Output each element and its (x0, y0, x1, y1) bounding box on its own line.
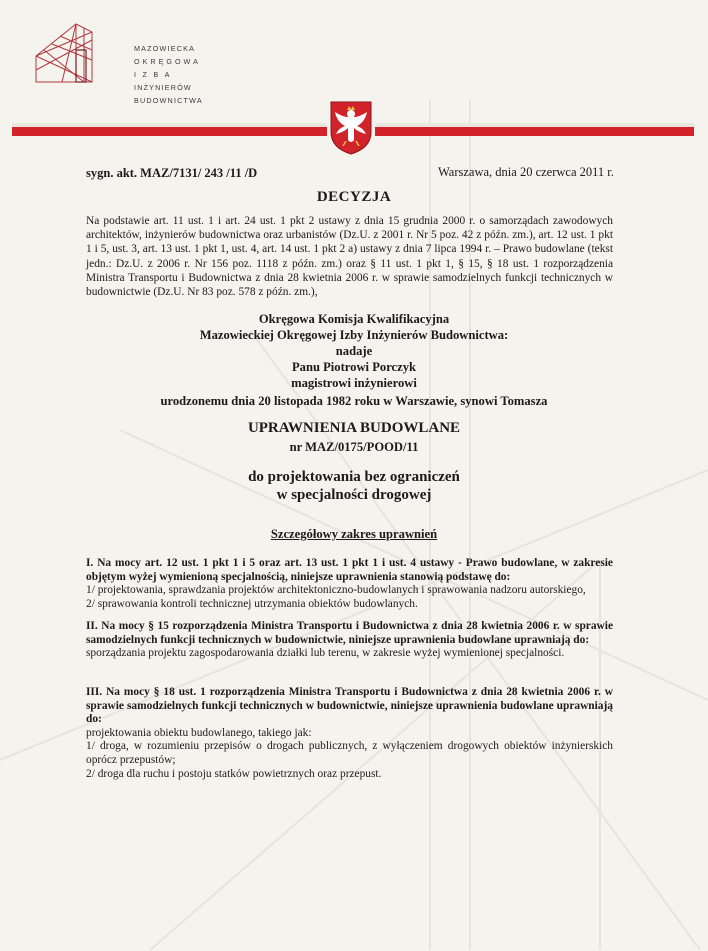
chamber-line: INŻYNIERÓW (134, 83, 192, 92)
chamber-logo-icon (32, 20, 96, 86)
recipient-degree: magistrowi inżynierowi (291, 376, 417, 390)
license-number: nr MAZ/0175/POOD/11 (289, 440, 419, 454)
commission-chamber: Mazowieckiej Okręgowej Izby Inżynierów Budownictwa: (199, 328, 509, 342)
section-3-item-1: 1/ droga, w rozumieniu przepisów o drogach publicznych, z wyłączeniem drogowych obiektów inżynierskich oprócz przepustów; (86, 740, 613, 766)
chamber-name (134, 42, 204, 107)
detail-heading: Szczegółowy zakres uprawnień (270, 527, 438, 541)
grants-verb: nadaje (335, 344, 373, 358)
chamber-line: BUDOWNICTWA (134, 96, 203, 105)
chamber-logo (32, 20, 203, 105)
section-2-text: sporządzania projektu zagospodarowania działki lub terenu, w zakresie wyżej wymienionej specjalności. (86, 647, 565, 660)
scope-line-2: w specjalności drogowej (276, 487, 432, 503)
section-3 (86, 686, 613, 781)
chamber-line: IZBA (134, 70, 176, 79)
section-1-item-2: 2/ sprawowania kontroli technicznej utrzymania obiektów budowlanych. (86, 597, 418, 610)
recipient-birth-info: urodzonemu dnia 20 listopada 1982 roku w Warszawie, synowi Tomasza (160, 394, 548, 408)
decision-title: DECYZJA (316, 189, 392, 205)
section-1-heading: I. Na mocy art. 12 ust. 1 pkt 1 i 5 oraz art. 13 ust. 1 pkt 1 i ust. 4 ustawy - Prawo budowlane, w zakresie objętym wyżej wymienioną specjalnością, niniejsze uprawnienia stanowią podstawę do: (86, 557, 613, 583)
section-2 (86, 620, 613, 661)
case-reference: sygn. akt. MAZ/7131/ 243 /11 /D (86, 166, 258, 180)
eagle-emblem-icon (327, 98, 375, 156)
legal-basis-paragraph: Na podstawie art. 11 ust. 1 i art. 24 ust. 1 pkt 2 ustawy z dnia 15 grudnia 2000 r. o samorządach zawodowych architektów, inżynierów budownictwa oraz urbanistów (Dz.U. z 2001 r. Nr 5 poz. 42 z późn. zm.), art. 12 ust. 1 pkt 1 i 5, ust. 3, art. 13 ust. 1 pkt 1, ust. 4, art. 14 ust. 1 pkt 2 a) ustawy z dnia 7 lipca 1994 r. – Prawo budowlane (tekst jedn.: Dz.U. z 2006 r. Nr 156 poz. 1118 z późn. zm.) oraz § 11 ust. 1 pkt 1, § 15, § 18 ust. 1 rozporządzenia Ministra Transportu i Budownictwa z dnia 28 kwietnia 2006 r. w sprawie samodzielnych funkcji technicznych w budownictwie (Dz.U. Nr 83 poz. 578 z późn. zm.), (86, 215, 613, 299)
section-3-heading: III. Na mocy § 18 ust. 1 rozporządzenia Ministra Transportu i Budownictwa z dnia 28 kwietnia 2006 r. w sprawie samodzielnych funkcji technicznych w budownictwie, niniejsze uprawnienia budowlane uprawniają do: (86, 686, 613, 726)
section-3-item-2: 2/ droga dla ruchu i postoju statków powietrznych oraz przepust. (86, 767, 382, 780)
commission-name: Okręgowa Komisja Kwalifikacyjna (258, 312, 450, 326)
section-2-heading: II. Na mocy § 15 rozporządzenia Ministra Transportu i Budownictwa z dnia 28 kwietnia 2006 r. w sprawie samodzielnych funkcji technicznych w budownictwie, niniejsze uprawnienia budowlane uprawniają do: (86, 620, 613, 646)
commission-block (0, 311, 708, 409)
recipient-name: Panu Piotrowi Porczyk (291, 360, 417, 374)
section-1-item-1: 1/ projektowania, sprawdzania projektów architektoniczno-budowlanych i sprawowania nadzoru autorskiego, (86, 584, 586, 597)
place-and-date: Warszawa, dnia 20 czerwca 2011 r. (438, 165, 614, 179)
chamber-line: OKRĘGOWA (134, 57, 201, 66)
section-3-intro: projektowania obiektu budowlanego, takiego jak: (86, 726, 312, 739)
scope-line-1: do projektowania bez ograniczeń (248, 469, 460, 485)
section-1 (86, 557, 613, 611)
license-name: UPRAWNIENIA BUDOWLANE (247, 420, 461, 436)
chamber-line: MAZOWIECKA (134, 44, 196, 53)
